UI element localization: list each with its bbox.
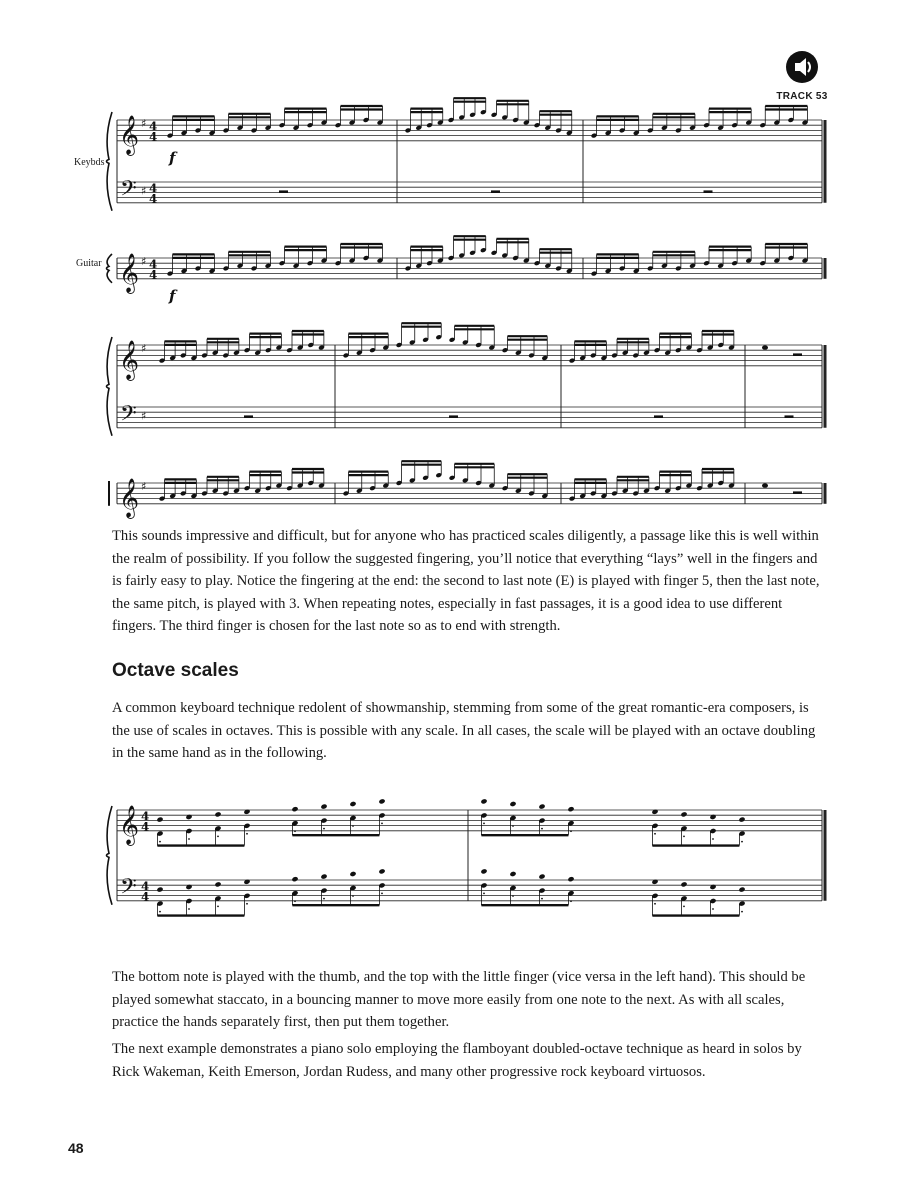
staccato-dot	[323, 898, 325, 900]
half-rest	[449, 415, 458, 418]
staccato-dot	[654, 903, 656, 905]
system-brace	[107, 806, 113, 905]
key-signature-sharp: ♯	[141, 342, 147, 356]
staccato-dot	[323, 828, 325, 830]
staccato-dot	[246, 903, 248, 905]
note-head	[480, 868, 487, 874]
note-head	[349, 801, 356, 807]
staccato-dot	[683, 836, 685, 838]
key-signature-sharp: ♯	[141, 255, 147, 269]
staccato-dot	[683, 906, 685, 908]
time-signature: 4	[149, 267, 158, 282]
dynamic-marking: f	[169, 286, 176, 305]
bass-clef: 𝄢	[120, 874, 137, 905]
note-head	[509, 801, 516, 807]
paragraph-octave-intro: A common keyboard technique redolent of showmanship, stemming from some of the great romantic-era composers, is the use of scales in octaves. This is possible with any scale. In all cases, the scale will be played with an octave doubling in the same hand as in the following.	[112, 700, 816, 761]
note-head	[320, 804, 327, 810]
staccato-dot	[159, 841, 161, 843]
note-head	[214, 811, 221, 817]
note-head	[762, 345, 768, 349]
time-signature: 4	[141, 809, 150, 824]
note-head	[378, 868, 385, 874]
key-signature-sharp: ♯	[141, 480, 147, 494]
staccato-dot	[159, 911, 161, 913]
time-signature: 4	[141, 889, 150, 904]
time-signature: 4	[149, 181, 158, 196]
track-label: TRACK 53	[776, 91, 828, 102]
staccato-dot	[541, 828, 543, 830]
staccato-dot	[570, 900, 572, 902]
note-head	[738, 817, 745, 823]
key-signature-sharp: ♯	[141, 117, 147, 131]
note-head	[156, 817, 163, 823]
half-rest	[244, 415, 253, 418]
half-rest	[491, 190, 500, 193]
time-signature: 4	[141, 819, 150, 834]
note-head	[349, 871, 356, 877]
bass-clef: 𝄢	[120, 176, 137, 207]
half-rest	[279, 190, 288, 193]
half-rest	[704, 190, 713, 193]
time-signature: 4	[141, 879, 150, 894]
note-head	[480, 798, 487, 804]
half-rest	[793, 491, 802, 494]
staccato-dot	[712, 838, 714, 840]
note-head	[680, 881, 687, 887]
page-number: 48	[68, 1140, 84, 1156]
note-head	[320, 874, 327, 880]
staccato-dot	[188, 838, 190, 840]
staccato-dot	[352, 895, 354, 897]
key-signature-sharp: ♯	[141, 409, 147, 423]
staccato-dot	[217, 906, 219, 908]
staccato-dot	[217, 836, 219, 838]
staccato-dot	[483, 893, 485, 895]
staccato-dot	[512, 895, 514, 897]
staccato-dot	[512, 825, 514, 827]
note-head	[509, 871, 516, 877]
key-signature-sharp: ♯	[141, 184, 147, 198]
half-rest	[654, 415, 663, 418]
music-score-system-1	[0, 0, 900, 518]
music-score-octave-scales	[0, 780, 900, 940]
staccato-dot	[654, 833, 656, 835]
system-brace	[107, 112, 113, 211]
half-rest	[793, 353, 802, 356]
note-head	[538, 804, 545, 810]
note-head	[378, 798, 385, 804]
treble-clef: 𝄞	[119, 339, 140, 380]
note-head	[156, 887, 163, 893]
paragraph-thumb: The bottom note is played with the thumb, and the top with the little finger (vice versa in the left hand). This should be played somewhat staccato, in a bouncing manner to move more easily from one note to the next. As with all scales, practice the hands separately first, then put them together.	[112, 969, 806, 1030]
note-head	[762, 483, 768, 487]
staccato-dot	[741, 841, 743, 843]
note-head	[567, 806, 574, 812]
note-head	[567, 876, 574, 882]
staccato-dot	[381, 823, 383, 825]
treble-clef: 𝄞	[119, 114, 140, 155]
treble-clef: 𝄞	[119, 477, 140, 518]
staccato-dot	[352, 825, 354, 827]
note-head	[291, 876, 298, 882]
bass-clef: 𝄢	[120, 401, 137, 432]
paragraph-fingering: This sounds impressive and difficult, but for anyone who has practiced scales diligently, a passage like this is well within the realm of possibility. If you follow the suggested fingering, you’ll notice that everything “lays” well in the fingers and is fairly easy to play. Notice the fingering at the end: the second to last note (E) is played with finger 5, then the last note, the same pitch, is played with 3. When repeating notes, especially in fast passages, it is a good idea to use different fingers. The third finger is chosen for the last note so as to end with strength.	[112, 528, 820, 634]
instrument-label-keyboards: Keybds	[74, 157, 105, 168]
dynamic-marking: f	[169, 148, 176, 167]
time-signature: 4	[149, 191, 158, 206]
system-brace	[107, 254, 113, 283]
staccato-dot	[570, 830, 572, 832]
paragraph-next-example: The next example demonstrates a piano solo employing the flamboyant doubled-octave technique as heard in solos by Rick Wakeman, Keith Emerson, Jordan Rudess, and many other progressive rock keyboard virtuosos.	[112, 1041, 802, 1080]
note-head	[738, 887, 745, 893]
note-head	[214, 881, 221, 887]
staccato-dot	[294, 900, 296, 902]
staccato-dot	[741, 911, 743, 913]
time-signature: 4	[149, 119, 158, 134]
note-head	[538, 874, 545, 880]
staccato-dot	[294, 830, 296, 832]
staccato-dot	[483, 823, 485, 825]
time-signature: 4	[149, 129, 158, 144]
instrument-label-guitar: Guitar	[76, 258, 102, 269]
system-brace	[107, 337, 113, 436]
treble-clef: 𝄞	[119, 252, 140, 293]
staccato-dot	[188, 908, 190, 910]
staccato-dot	[381, 893, 383, 895]
section-heading: Octave scales	[112, 660, 239, 681]
note-head	[680, 811, 687, 817]
treble-clef: 𝄞	[119, 804, 140, 845]
half-rest	[785, 415, 794, 418]
staccato-dot	[541, 898, 543, 900]
time-signature: 4	[149, 257, 158, 272]
staccato-dot	[246, 833, 248, 835]
note-head	[291, 806, 298, 812]
staccato-dot	[712, 908, 714, 910]
